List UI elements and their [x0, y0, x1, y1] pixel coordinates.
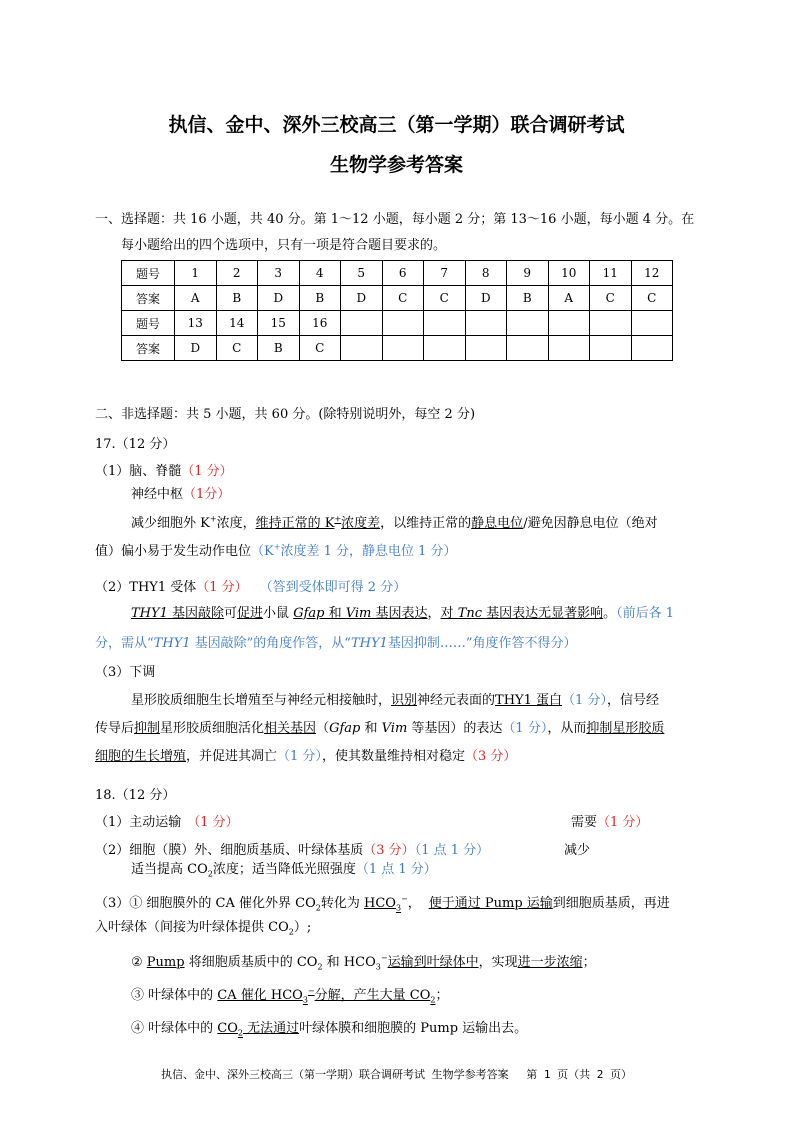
scoring-note: （1 点 1 分） — [414, 843, 490, 858]
subscript: 2 — [207, 869, 213, 879]
key-point: Gfap — [293, 606, 325, 621]
scoring-note: 浓度差 1 分，静息电位 1 分） — [280, 544, 457, 559]
q17-p1-line-a — [95, 460, 233, 479]
answer-text: ）; — [293, 920, 312, 935]
answer-text: 可 — [224, 606, 238, 621]
q17-p2-line-b — [131, 602, 674, 621]
scoring-note: THY1 — [350, 636, 388, 651]
score-note: （1 分） — [187, 815, 239, 830]
table-row-a1 — [122, 286, 673, 311]
table-cell: A — [175, 286, 217, 311]
table-cell: 16 — [299, 311, 341, 336]
answer-text: 浓度， — [216, 516, 256, 531]
table-cell: 5 — [341, 261, 383, 286]
answer-text: ； — [435, 988, 449, 1003]
q17-p2-line-c — [95, 632, 577, 651]
answer-text: （ — [316, 721, 330, 736]
table-cell: 12 — [631, 261, 673, 286]
section2-header: 二、非选择题：共 5 小题，共 60 分。(除特别说明外，每空 2 分) — [95, 407, 476, 422]
table-cell: 7 — [424, 261, 466, 286]
q17-p3-line-b — [131, 689, 659, 708]
scoring-note: （答到受体即可得 2 分） — [259, 580, 407, 595]
answer-text: ，信号经 — [606, 693, 659, 708]
document-title: 执信、金中、深外三校高三（第一学期）联合调研考试 — [168, 114, 625, 136]
q17-p3-line-c — [95, 717, 664, 736]
q18-p3-line-a — [95, 892, 670, 913]
q18-p2-line-c — [131, 858, 437, 879]
key-point: 维持正常的 K — [255, 516, 335, 531]
table-cell — [631, 311, 673, 336]
table-cell: 13 — [175, 311, 217, 336]
table-cell — [382, 311, 424, 336]
answer-text: ，以维持正常的 — [380, 516, 472, 531]
answer-text: （2）细胞（膜）外、细胞质基质、叶绿体基质 — [95, 843, 364, 858]
key-point: 基因表达 — [371, 606, 428, 621]
scoring-note: （K — [251, 544, 274, 559]
subscript: 2 — [430, 995, 436, 1005]
answer-text: 浓度；适当降低光照强度 — [212, 862, 356, 877]
table-row-q2 — [122, 311, 673, 336]
answer-text: 将细胞质基质中的 CO — [184, 955, 318, 970]
answer-text: （1）脑、脊髓 — [95, 464, 182, 479]
table-cell — [465, 311, 507, 336]
table-cell: B — [216, 286, 258, 311]
key-point: 基因敲除 — [167, 606, 225, 621]
table-cell — [548, 336, 590, 361]
q18-p2-line-a — [95, 839, 489, 858]
answer-text: 适当提高 CO — [131, 862, 208, 877]
table-cell: 1 — [175, 261, 217, 286]
key-point: CO — [217, 1021, 238, 1036]
table-cell — [382, 336, 424, 361]
q17-header: 17.（12 分） — [95, 437, 176, 452]
document-subtitle: 生物学参考答案 — [329, 154, 463, 176]
q18-p3-line-d — [131, 984, 448, 1005]
scoring-note: （1 分） — [277, 749, 322, 764]
answer-text: Gfap — [329, 721, 361, 736]
key-point: 识别 — [391, 693, 418, 708]
table-cell: C — [382, 286, 424, 311]
answer-text: 和 HCO — [322, 955, 376, 970]
key-point: 便于通过 Pump 运输 — [428, 896, 553, 911]
key-point: Pump — [146, 955, 185, 970]
answer-text: 神经中枢 — [131, 487, 184, 502]
q18-p1-line-b — [571, 811, 648, 830]
table-cell: D — [465, 286, 507, 311]
table-cell: 14 — [216, 311, 258, 336]
key-point: 基因表达无显著影响 — [482, 606, 604, 621]
key-point: Tnc — [457, 606, 483, 621]
table-row-q1 — [122, 261, 673, 286]
key-point: 促进 — [237, 606, 264, 621]
superscript: + — [209, 514, 217, 524]
table-cell — [341, 311, 383, 336]
q18-p3-line-e — [131, 1017, 527, 1038]
table-cell: 3 — [258, 261, 300, 286]
table-cell: C — [216, 336, 258, 361]
table-cell: D — [175, 336, 217, 361]
table-cell — [631, 336, 673, 361]
answer-text: ② — [131, 955, 147, 970]
table-cell — [507, 336, 549, 361]
section1-line2: 每小题给出的四个选项中，只有一项是符合题目要求的。 — [121, 238, 447, 253]
answer-text: 神经元表面的 — [417, 693, 496, 708]
superscript: − — [380, 953, 388, 963]
superscript: + — [273, 542, 281, 552]
row-label: 题号 — [122, 261, 175, 286]
table-cell: A — [548, 286, 590, 311]
page-footer: 执信、金中、深外三校高三（第一学期）联合调研考试 生物学参考答案 第 1 页（共 2 页） — [161, 1068, 632, 1081]
answer-text: ， — [407, 896, 421, 911]
answer-text: 星形胶质细胞生长增殖至与神经元相接触时， — [131, 693, 392, 708]
table-cell — [341, 336, 383, 361]
table-cell: 8 — [465, 261, 507, 286]
key-point: 分解，产生大量 CO — [314, 988, 431, 1003]
answer-text: 叶绿体膜和细胞膜的 Pump 运输出去。 — [299, 1021, 528, 1036]
answer-text: 等基因）的表达 — [407, 721, 503, 736]
subscript: 3 — [375, 962, 381, 972]
answer-text: ，并促进其凋亡 — [186, 749, 278, 764]
answer-text: ④ 叶绿体中的 — [131, 1021, 218, 1036]
answer-text: 星形胶质细胞活化 — [160, 721, 265, 736]
score-note: （3 分） — [464, 749, 517, 764]
q18-p2-line-b: 减少 — [564, 843, 591, 858]
answer-text: ，使其数量维持相对稳定 — [321, 749, 465, 764]
row-label: 答案 — [122, 336, 175, 361]
table-cell: 2 — [216, 261, 258, 286]
table-cell: 6 — [382, 261, 424, 286]
subscript: 3 — [395, 903, 402, 913]
table-cell: 4 — [299, 261, 341, 286]
q18-p3-line-b — [95, 916, 311, 937]
scoring-note: THY1 — [153, 636, 191, 651]
table-cell: 15 — [258, 311, 300, 336]
superscript: − — [307, 986, 315, 996]
scoring-note: （1 分） — [562, 693, 607, 708]
key-point: CA 催化 HCO — [217, 988, 303, 1003]
subscript: 2 — [288, 927, 294, 937]
table-cell: B — [507, 286, 549, 311]
key-point: 细胞的生长增殖 — [95, 749, 187, 764]
table-cell — [465, 336, 507, 361]
q17-p3-line-d — [95, 745, 516, 764]
section1-line1: 一、选择题：共 16 小题，共 40 分。第 1～12 小题，每小题 2 分；第 13～16 小题，每小题 4 分。在 — [95, 212, 695, 227]
key-point: 无法通过 — [242, 1021, 300, 1036]
scoring-note: 基因抑制……”角度作答不得分） — [387, 636, 577, 651]
answer-text: （2）THY1 受体 — [95, 580, 197, 595]
table-cell — [507, 311, 549, 336]
table-cell: C — [590, 286, 632, 311]
answer-text: 需要 — [571, 815, 598, 830]
table-cell — [424, 311, 466, 336]
answer-text: Vim — [381, 721, 408, 736]
table-cell — [590, 311, 632, 336]
superscript: − — [401, 894, 408, 904]
table-row-a2 — [122, 336, 673, 361]
subscript: 2 — [315, 903, 321, 913]
subscript: 3 — [302, 995, 308, 1005]
scoring-note: 分，需从“ — [95, 636, 154, 651]
q17-p1-line-c — [131, 512, 658, 531]
subscript: 2 — [237, 1028, 243, 1038]
table-cell: 11 — [590, 261, 632, 286]
superscript: + — [334, 514, 342, 524]
table-cell: D — [258, 286, 300, 311]
score-note: （1 分） — [597, 815, 649, 830]
answer-text: 。 — [603, 606, 617, 621]
key-point: 对 — [440, 606, 458, 621]
scoring-note: （前后各 1 — [616, 606, 675, 621]
q17-p1-line-d — [95, 540, 457, 559]
scoring-note: 基因敲除”的角度作答，从“ — [190, 636, 351, 651]
answer-text: （1）主动运输 — [95, 815, 182, 830]
answer-text: 减少细胞外 K — [131, 516, 210, 531]
row-label: 答案 — [122, 286, 175, 311]
q18-p3-line-c — [131, 951, 596, 972]
q18-p1-line-a — [95, 811, 239, 830]
answer-text: 传导后 — [95, 721, 135, 736]
score-note: （3 分） — [363, 843, 415, 858]
answer-text: ，从而 — [547, 721, 587, 736]
answer-text: ； — [582, 955, 596, 970]
key-point: THY1 蛋白 — [495, 693, 563, 708]
key-point: HCO — [363, 896, 396, 911]
subscript: 2 — [317, 962, 323, 972]
answer-text: （3）① 细胞膜外的 CA 催化外界 CO — [95, 896, 316, 911]
scoring-note: （1 点 1 分） — [355, 862, 437, 877]
answer-text: 到细胞质基质，再进 — [552, 896, 670, 911]
key-point: 运输到叶绿体中 — [387, 955, 479, 970]
score-note: （1 分） — [196, 580, 248, 595]
answer-text: /避免因静息电位（绝对 — [523, 516, 658, 531]
key-point: 和 — [324, 606, 346, 621]
table-cell: B — [299, 286, 341, 311]
key-point: 进一步浓缩 — [517, 955, 583, 970]
answer-text: 和 — [360, 721, 382, 736]
q18-header: 18.（12 分） — [95, 788, 176, 803]
key-point: 静息电位 — [471, 516, 524, 531]
key-point: 抑制 — [134, 721, 161, 736]
answer-text: ③ 叶绿体中的 — [131, 988, 218, 1003]
key-point: 相关基因 — [264, 721, 317, 736]
table-cell — [548, 311, 590, 336]
answer-table — [121, 260, 673, 361]
key-point: Vim — [345, 606, 372, 621]
answer-text: ， — [427, 606, 441, 621]
table-cell: C — [424, 286, 466, 311]
key-point: 抑制星形胶质 — [586, 721, 665, 736]
table-cell: D — [341, 286, 383, 311]
answer-text: 小鼠 — [263, 606, 294, 621]
q17-p2-line-a — [95, 576, 406, 595]
q17-p1-line-b — [131, 483, 230, 502]
table-cell: B — [258, 336, 300, 361]
answer-text: ，实现 — [478, 955, 518, 970]
score-note: （1 分） — [181, 464, 233, 479]
row-label: 题号 — [122, 311, 175, 336]
table-cell: 10 — [548, 261, 590, 286]
answer-text: 入叶绿体（间接为叶绿体提供 CO — [95, 920, 289, 935]
key-point: THY1 — [131, 606, 168, 621]
table-cell — [590, 336, 632, 361]
score-note: （1分） — [183, 487, 231, 502]
answer-text: 值）偏小易于发生动作电位 — [95, 544, 252, 559]
table-cell: C — [299, 336, 341, 361]
key-point: 浓度差 — [341, 516, 381, 531]
table-cell: C — [631, 286, 673, 311]
scoring-note: （1 分） — [502, 721, 548, 736]
answer-text: 转化为 — [320, 896, 364, 911]
q17-p3-line-a: （3）下调 — [95, 665, 156, 680]
table-cell: 9 — [507, 261, 549, 286]
table-cell — [424, 336, 466, 361]
